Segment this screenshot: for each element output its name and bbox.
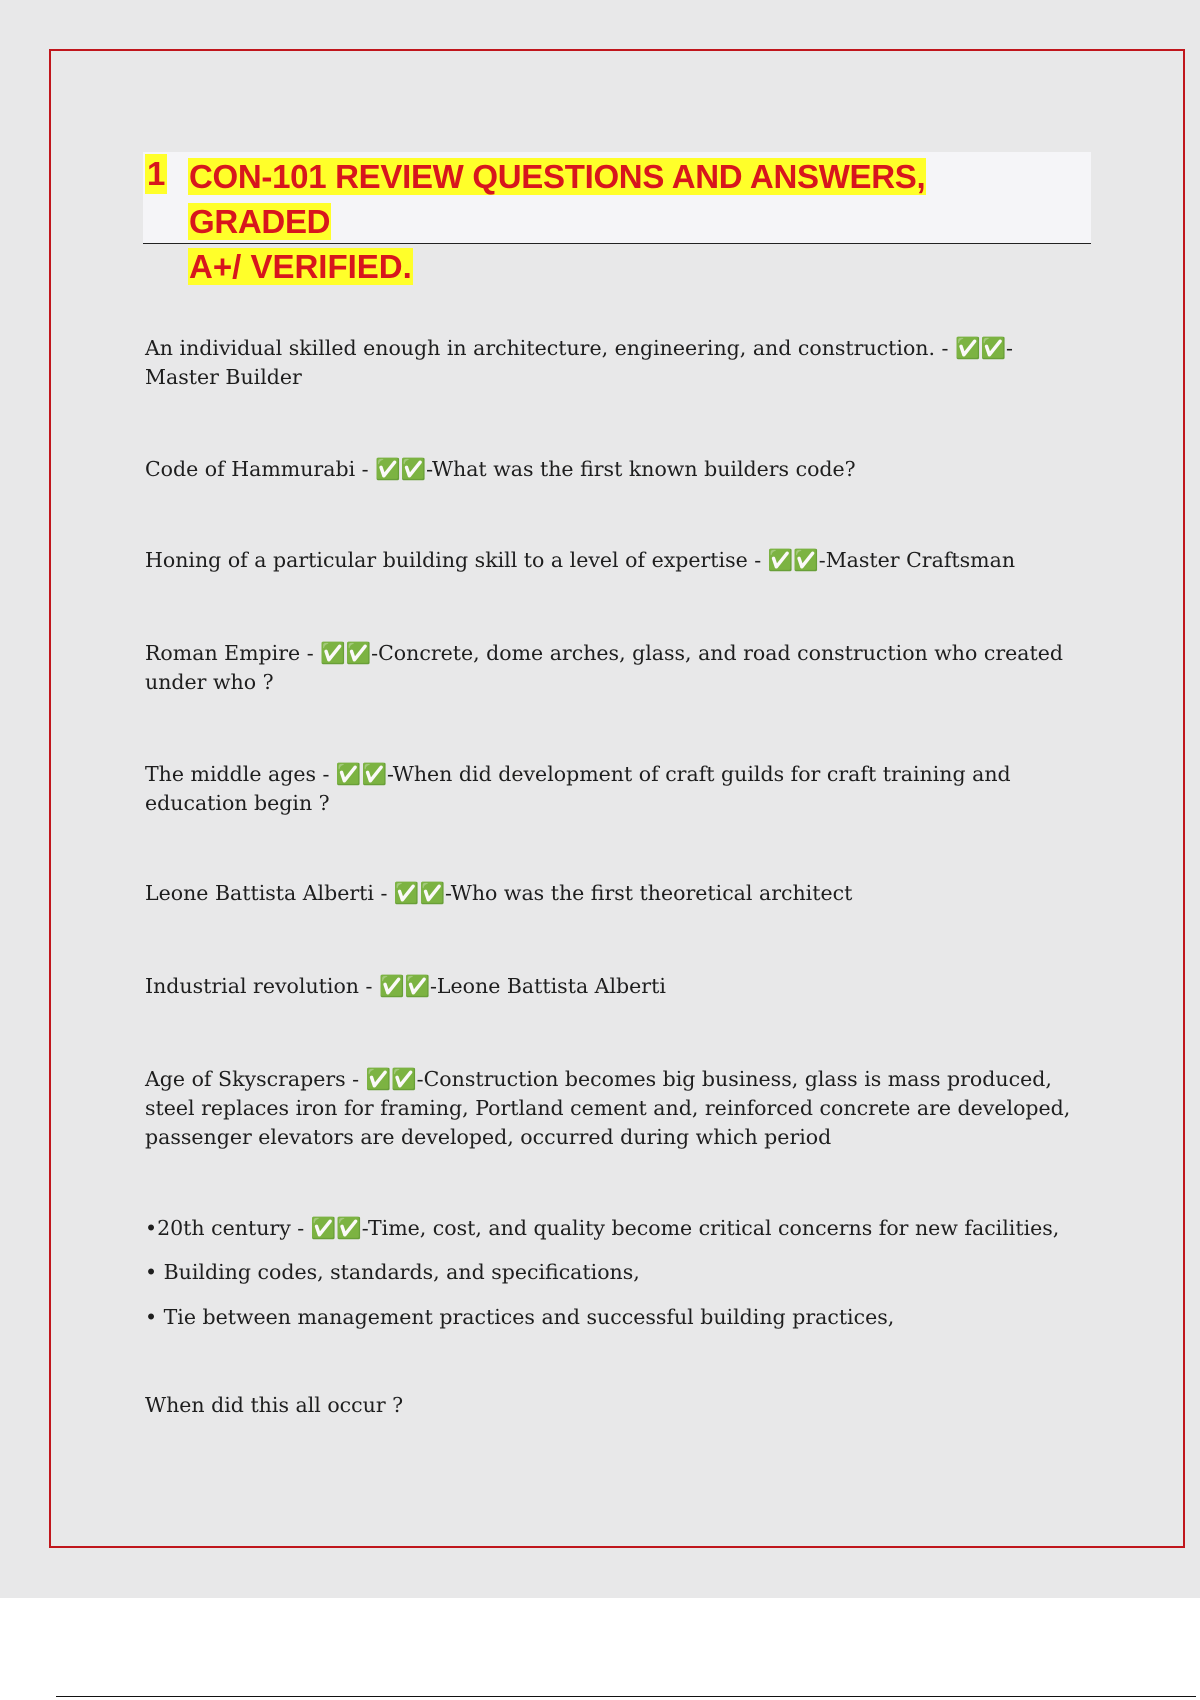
qa-entry-master-craftsman: Honing of a particular building skill to a level of expertise - ✅✅-Master Craftsman xyxy=(145,548,1016,572)
qa-entry-master-builder: An individual skilled enough in architecture, engineering, and construction. - ✅✅-Master Builder xyxy=(145,336,1013,389)
qa-entry-20th-century: •20th century - ✅✅-Time, cost, and quality become critical concerns for new facilities, xyxy=(145,1216,1060,1240)
heading-number: 1 xyxy=(147,155,166,192)
document-heading xyxy=(143,152,1091,285)
qa-entry-industrial-revolution: Industrial revolution - ✅✅-Leone Battista Alberti xyxy=(145,974,666,998)
qa-entry-skyscrapers: Age of Skyscrapers - ✅✅-Construction becomes big business, glass is mass produced, steel replaces iron for framing, Portland cement and, reinforced concrete are developed, passenger elevators are developed, occurred during which period xyxy=(145,1067,1071,1149)
qa-bullet-building-codes: • Building codes, standards, and specifications, xyxy=(145,1260,640,1284)
qa-entry-middle-ages: The middle ages - ✅✅-When did development of craft guilds for craft training and education begin ? xyxy=(145,762,1011,815)
next-page-top-rule xyxy=(56,1696,1196,1697)
qa-entry-alberti: Leone Battista Alberti - ✅✅-Who was the first theoretical architect xyxy=(145,881,853,905)
qa-entry-hammurabi: Code of Hammurabi - ✅✅-What was the first known builders code? xyxy=(145,457,856,481)
qa-entry-roman-empire: Roman Empire - ✅✅-Concrete, dome arches, glass, and road construction who created under who ? xyxy=(145,641,1063,694)
heading-title xyxy=(188,154,1068,289)
qa-question-when-occur: When did this all occur ? xyxy=(145,1393,404,1417)
heading-title-line-1: CON-101 REVIEW QUESTIONS AND ANSWERS, GRADED xyxy=(189,158,926,240)
qa-bullet-management-practices: • Tie between management practices and successful building practices, xyxy=(145,1305,895,1329)
heading-title-line-2: A+/ VERIFIED. xyxy=(189,248,412,285)
